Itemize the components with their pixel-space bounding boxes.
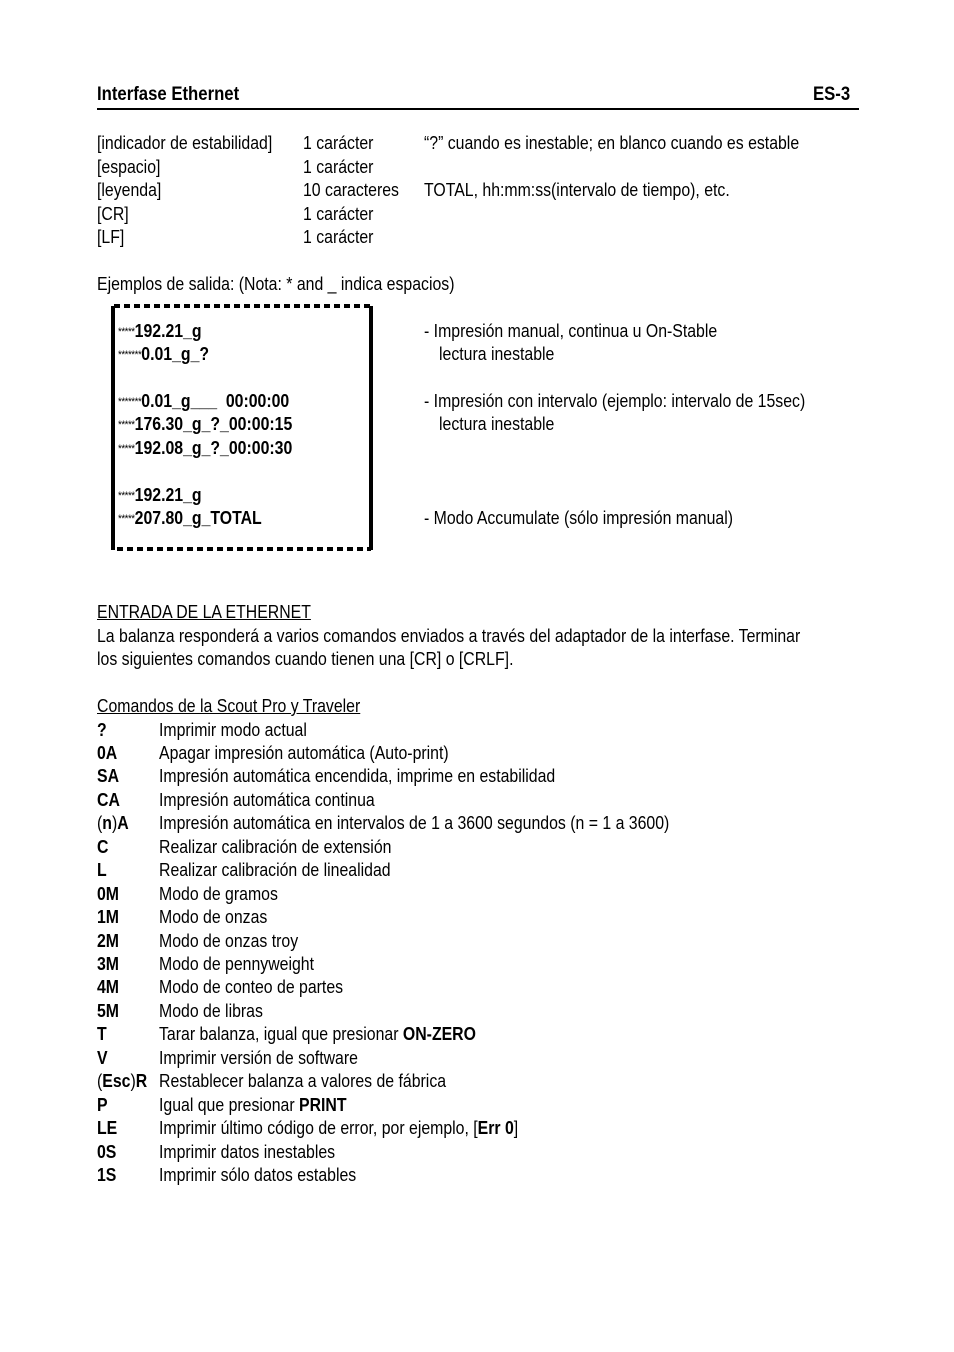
command-code: 1M	[97, 907, 120, 928]
paragraph-line: La balanza responderá a varios comandos enviados a través del adaptador de la interfase. Terminar	[97, 626, 801, 646]
command-code: 3M	[97, 954, 120, 974]
command-description: Impresión automática continua	[159, 789, 375, 810]
command-code: 0M	[97, 883, 120, 904]
command-description: Realizar calibración de linealidad	[159, 860, 391, 881]
example-note: - Impresión manual, continua u On-Stable	[424, 321, 718, 341]
field-size: 1 carácter	[303, 203, 374, 224]
field-row	[0, 156, 954, 180]
command-code: V	[97, 1047, 108, 1068]
command-description: Imprimir versión de software	[159, 1047, 358, 1068]
command-description: Modo de pennyweight	[159, 954, 314, 974]
command-code: 2M	[97, 930, 120, 951]
command-code: LE	[97, 1118, 118, 1139]
field-name: [leyenda]	[97, 180, 162, 200]
command-description: Modo de libras	[159, 1000, 263, 1021]
command-description: Apagar impresión automática (Auto-print)	[159, 742, 449, 763]
command-description: Modo de onzas	[159, 907, 268, 928]
field-desc: “?” cuando es inestable; en blanco cuando es estable	[424, 133, 800, 153]
command-code: T	[97, 1024, 107, 1045]
field-size: 1 carácter	[303, 156, 374, 177]
printout-bottom-edge	[117, 547, 371, 551]
command-code: 4M	[97, 977, 120, 998]
command-code: CA	[97, 789, 120, 810]
printout-line: *****207.80_g_TOTAL	[118, 508, 262, 528]
command-description: Imprimir último código de error, por ejemplo, [Err 0]	[159, 1118, 519, 1139]
field-row	[0, 203, 954, 227]
field-row	[0, 132, 954, 156]
command-code: SA	[97, 766, 120, 787]
section-heading-ethernet-input: ENTRADA DE LA ETHERNET	[97, 602, 311, 622]
page-header-title: Interfase Ethernet	[97, 84, 240, 105]
field-row	[0, 226, 954, 250]
paragraph-line: los siguientes comandos cuando tienen una [CR] o [CRLF].	[97, 649, 514, 669]
section-heading-commands: Comandos de la Scout Pro y Traveler	[97, 696, 361, 716]
command-description: Modo de gramos	[159, 883, 278, 904]
printout-left-edge	[111, 306, 115, 550]
field-size: 1 carácter	[303, 227, 374, 247]
field-size: 1 carácter	[303, 133, 374, 153]
command-description: Impresión automática encendida, imprime en estabilidad	[159, 766, 556, 787]
command-description: Imprimir datos inestables	[159, 1141, 336, 1162]
printout-line: *******0.01_g___ 00:00:00	[118, 391, 290, 411]
command-description: Imprimir modo actual	[159, 719, 307, 740]
field-name: [LF]	[97, 227, 125, 247]
command-description: Restablecer balanza a valores de fábrica	[159, 1071, 447, 1092]
command-description: Modo de onzas troy	[159, 930, 299, 951]
example-note: - Impresión con intervalo (ejemplo: intervalo de 15sec)	[424, 391, 806, 411]
field-name: [CR]	[97, 203, 129, 224]
command-description: Impresión automática en intervalos de 1 a 3600 segundos (n = 1 a 3600)	[159, 813, 670, 834]
field-name: [espacio]	[97, 156, 161, 177]
command-code: C	[97, 836, 109, 857]
command-description: Igual que presionar PRINT	[159, 1094, 347, 1115]
printout-line: *****192.21_g	[118, 485, 202, 505]
printout-line: *****176.30_g_?_00:00:15	[118, 414, 293, 434]
printout-line: *****192.08_g_?_00:00:30	[118, 438, 293, 458]
example-note: - Modo Accumulate (sólo impresión manual)	[424, 508, 734, 528]
command-code: P	[97, 1094, 108, 1115]
printout-line: *******0.01_g_?	[118, 344, 210, 364]
example-note-sub: lectura inestable	[439, 414, 555, 434]
example-note-sub: lectura inestable	[439, 344, 555, 364]
printout-line: *****192.21_g	[118, 321, 202, 341]
command-code: 1S	[97, 1165, 117, 1186]
page-number: ES-3	[813, 84, 851, 105]
field-name: [indicador de estabilidad]	[97, 133, 273, 153]
header-rule	[97, 108, 859, 110]
command-code: 0S	[97, 1141, 117, 1162]
field-size: 10 caracteres	[303, 180, 399, 200]
command-code: 5M	[97, 1000, 120, 1021]
command-description: Realizar calibración de extensión	[159, 836, 392, 857]
command-code: ?	[97, 719, 107, 740]
command-description: Tarar balanza, igual que presionar ON-ZERO	[159, 1024, 476, 1045]
command-code: 0A	[97, 742, 118, 763]
command-description: Modo de conteo de partes	[159, 977, 344, 998]
command-code: L	[97, 860, 107, 881]
field-desc: TOTAL, hh:mm:ss(intervalo de tiempo), etc.	[424, 180, 730, 200]
command-code: (n)A	[97, 813, 129, 834]
printout-top-edge	[114, 304, 372, 308]
printout-right-edge	[369, 306, 373, 550]
examples-intro: Ejemplos de salida: (Nota: * and _ indica espacios)	[97, 274, 455, 294]
command-description: Imprimir sólo datos estables	[159, 1165, 357, 1186]
command-code: (Esc)R	[97, 1071, 148, 1092]
field-row	[0, 179, 954, 203]
